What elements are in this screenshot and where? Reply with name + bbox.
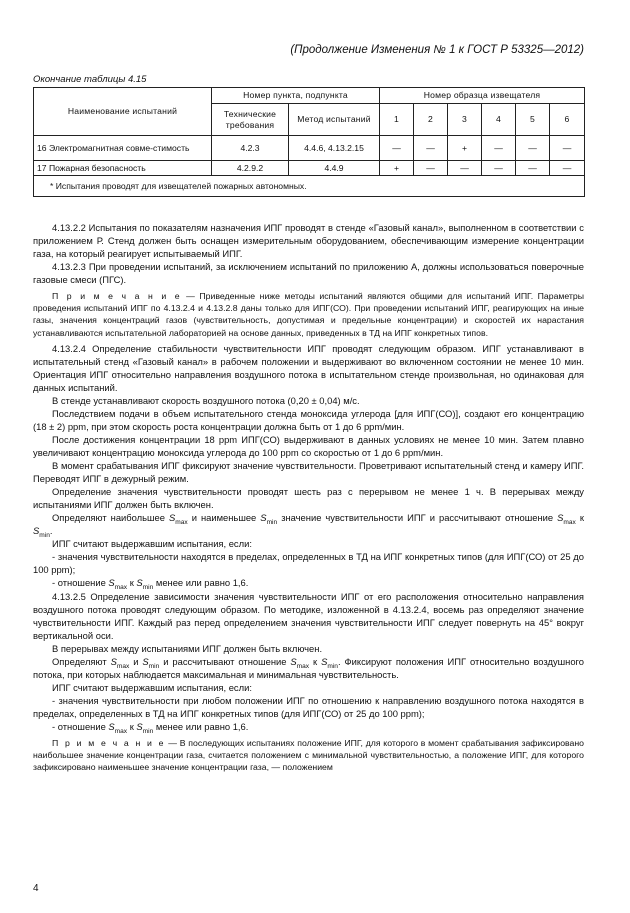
document-header: (Продолжение Изменения № 1 к ГОСТ Р 53325—2012)	[290, 44, 584, 56]
table-caption: Окончание таблицы 4.15	[33, 74, 147, 85]
col-header-sample-2: 2	[414, 104, 448, 136]
paragraph: ИПГ считают выдержавшим испытания, если:	[52, 681, 252, 693]
row-tech: 4.2.3	[212, 136, 289, 161]
row-tech: 4.2.9.2	[212, 161, 289, 176]
paragraph: Определение значения чувствительности проводят шесть раз с перерывом не менее 1 ч. В перерывах между испытаниями ИПГ должен быть включен.	[33, 486, 584, 511]
note-label: П р и м е ч а н и е	[52, 291, 182, 302]
row-name: 17 Пожарная безопасность	[34, 161, 212, 176]
paragraph: - отношение $S_{max}$ к $S_{min}$ менее или равно 1,6.	[52, 577, 249, 592]
row-mark: —	[414, 161, 448, 176]
table-row	[34, 161, 585, 176]
col-header-sample-4: 4	[482, 104, 516, 136]
note-label: П р и м е ч а н и е	[52, 738, 166, 749]
paragraph: Последствием подачи в объем испытательного стенда моноксида углерода [для ИПГ(СО)], создают его концентрацию (18 ± 2) ppm, при этом скорость роста концентрации должна быть от 1 до 6 ppm/мин.	[33, 407, 584, 432]
col-header-sample-1: 1	[380, 104, 414, 136]
row-mark: —	[414, 136, 448, 161]
row-method: 4.4.6, 4.13.2.15	[289, 136, 380, 161]
paragraph: После достижения концентрации 18 ppm ИПГ(СО) выдерживают в данных условиях не менее 10 мин. Затем плавно увеличивают концентрацию моноксида углерода до 100 ppm со скоростью от 1 до 6 ppm/мин.	[33, 433, 584, 458]
row-mark: —	[482, 161, 516, 176]
paragraph: 4.13.2.2 Испытания по показателям назначения ИПГ проводят в стенде «Газовый канал», выполненном в соответствии с приложением Р. Стенд должен быть оснащен измерительным оборудованием, обеспечивающим измерение концентрации газа, на который реагирует испытываемый ИПГ.	[33, 222, 584, 260]
col-header-sample-group: Номер образца извещателя	[380, 88, 585, 104]
tests-table	[33, 87, 585, 197]
paragraph: ИПГ считают выдержавшим испытания, если:	[52, 538, 252, 550]
col-header-paragraph-group: Номер пункта, подпункта	[212, 88, 380, 104]
col-header-name: Наименование испытаний	[34, 88, 212, 136]
paragraph: В перерывах между испытаниями ИПГ должен быть включен.	[52, 642, 323, 654]
paragraph: Определяют $S_{max}$ и $S_{min}$ и рассчитывают отношение $S_{max}$ к $S_{min}$. Фиксируют положения ИПГ относительно воздушного потока, при которых наблюдается максимальная и минимальная чувствительность.	[33, 655, 584, 680]
row-mark: —	[448, 161, 482, 176]
row-mark: —	[482, 136, 516, 161]
row-mark: +	[448, 136, 482, 161]
note	[33, 290, 584, 338]
row-name: 16 Электромагнитная совме-стимость	[34, 136, 212, 161]
note	[33, 737, 584, 773]
paragraph: В момент срабатывания ИПГ фиксируют значение чувствительности. Проветривают испытательный стенд и камеру ИПГ. Переводят ИПГ в дежурный режим.	[33, 460, 584, 485]
col-header-sample-5: 5	[516, 104, 550, 136]
paragraph: Определяют наибольшее $S_{max}$ и наименьшее $S_{min}$ значение чувствительности ИПГ и рассчитывают отношение $S_{max}$ к $S_{min}$.	[33, 512, 584, 540]
note-text: — В последующих испытаниях положение ИПГ, для которого в момент срабатывания зафиксировано наибольшее значение концентрации газа, считается положением с минимальной чувствительностью, а положение ИПГ, для которого зафиксировано наименьшее значение концентрации газа, — положением	[33, 738, 585, 773]
table-row	[34, 136, 585, 161]
paragraph: 4.13.2.5 Определение зависимости значения чувствительности ИПГ от его расположения относительно направления воздушного потока проводят следующим образом. По методике, изложенной в 4.13.2.4, восемь раз определяют значение чувствительности ИПГ. Каждый раз перед определением значения чувствительности ИПГ следует повернуть на 45° вокруг вертикальной оси.	[33, 590, 584, 641]
col-header-sample-6: 6	[550, 104, 585, 136]
paragraph: - отношение $S_{max}$ к $S_{min}$ менее или равно 1,6.	[52, 720, 249, 735]
col-header-tech: Технические требования	[212, 104, 289, 136]
paragraph: 4.13.2.3 При проведении испытаний, за исключением испытаний по приложению А, должны использоваться поверочные газовые смеси (ПГС).	[33, 261, 584, 286]
col-header-method: Метод испытаний	[289, 104, 380, 136]
row-mark: —	[516, 136, 550, 161]
col-header-sample-3: 3	[448, 104, 482, 136]
paragraph: 4.13.2.4 Определение стабильности чувствительности ИПГ проводят следующим образом. ИПГ устанавливают в испытательный стенд «Газовый канал» в рабочем положении и выдерживают во включенном состоянии не менее 10 мин. Ориентация ИПГ относительно направления воздушного потока в испытательном стенде произвольная, но одинаковая для данных испытаний.	[33, 342, 584, 393]
row-mark: —	[380, 136, 414, 161]
paragraph: В стенде устанавливают скорость воздушного потока (0,20 ± 0,04) м/с.	[52, 394, 360, 406]
row-mark: —	[550, 161, 585, 176]
row-mark: —	[516, 161, 550, 176]
page-number: 4	[33, 883, 39, 894]
document-body	[33, 221, 584, 776]
paragraph: - значения чувствительности при любом положении ИПГ по отношению к направлению воздушного потока находятся в пределах, определенных в ТД на ИПГ конкретных типов (для ИПГ(СО) от 25 до 100 ppm);	[33, 694, 584, 719]
row-method: 4.4.9	[289, 161, 380, 176]
row-mark: —	[550, 136, 585, 161]
table-footnote: * Испытания проводят для извещателей пожарных автономных.	[34, 176, 585, 197]
paragraph: - значения чувствительности находятся в пределах, определенных в ТД на ИПГ конкретных типов (для ИПГ(СО) от 25 до 100 ppm);	[33, 551, 584, 576]
row-mark: +	[380, 161, 414, 176]
note-text: — Приведенные ниже методы испытаний являются общими для испытаний ИПГ. Параметры проведения испытаний ИПГ по 4.13.2.4 и 4.13.2.8 даны только для ИПГ(СО). При проведении испытаний ИПГ, реагирующих на иные газы, значения концентраций газов (чувствительность, допустимая и предельные концентрации) и скоростей их нарастания устанавливаются испытательной лабораторией на основе данных, приведенных в ТД на ИПГ конкретных типов.	[33, 291, 584, 338]
